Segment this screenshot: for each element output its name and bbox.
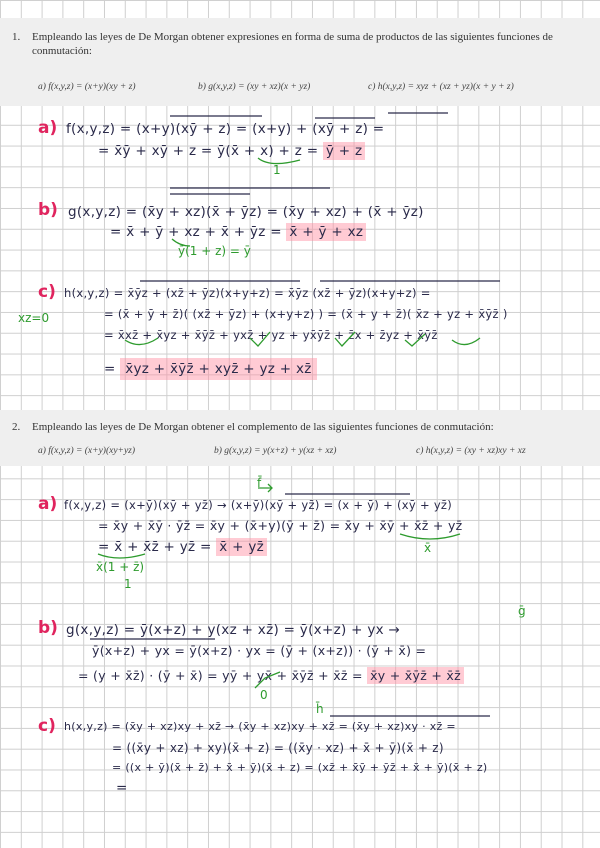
statement-2-item-c: c) h(x,y,z) = (xy + xz)xy + xz (416, 446, 526, 456)
check-1c-4 (405, 334, 425, 346)
part-1c-label: c) (38, 282, 56, 302)
part-1b-result: x̄ + ȳ + xz (286, 223, 366, 241)
statement-1-item-a: a) f(x,y,z) = (x+y)(xy + z) (38, 82, 136, 92)
statement-1-item-b: b) g(x,y,z) = (xy + xz)(x + yz) (198, 82, 311, 92)
part-1b-line-2-text: = x̄ + ȳ + xz + x̄ + ȳz = (110, 224, 282, 240)
part-2c-label: c) (38, 716, 56, 736)
part-1c-line-2: = (x̄ + ȳ + z̄)( (xz̄ + ȳz) + (x+y+z) ) = (x̄ + y + z̄)( x̄z + yz + x̄ȳz̄ ) (104, 307, 508, 321)
statement-2-item-b: b) g(x,y,z) = y(x+z) + y(xz + xz) (214, 446, 337, 456)
part-2a-label: a) (38, 494, 58, 514)
statement-1-prompt: Empleando las leyes de De Morgan obtener expresiones en forma de suma de productos de las siguientes funciones de conmutación: (32, 31, 553, 57)
part-2b-line-3-text: = (y + x̄z̄) · (ȳ + x̄) = yȳ + yx̄ + x̄ȳz̄ + x̄z̄ = (78, 668, 363, 683)
part-2a-line-3-text: = x̄ + x̄z̄ + yz̄ = (98, 539, 212, 555)
part-2a-brace-note: x̄ (424, 541, 432, 555)
check-2b (255, 672, 280, 688)
part-2a-result: x̄ + yz̄ (216, 538, 267, 556)
statement-2-number: 2. (12, 421, 21, 433)
part-1b-note: ȳ(1 + z) = ȳ (178, 244, 251, 258)
part-2c-line-4: = (116, 780, 128, 796)
part-2b-line-2: ȳ(x+z) + yx = ȳ(x+z) · yx = (ȳ + (x+z)) · (ȳ + x̄) = (92, 643, 427, 658)
statement-2-item-a: a) f(x,y,z) = (x+y)(xy+yz) (38, 446, 136, 456)
part-1c-result: x̄yz + x̄ȳz̄ + xyz̄ + yz + xz̄ (120, 358, 316, 380)
part-2c-line-2: = ((x̄y + xz) + xy)(x̄ + z) = ((x̄y · xz) + x̄ + ȳ)(x̄ + z) (112, 741, 444, 755)
statement-2-prompt: Empleando las leyes de De Morgan obtener el complemento de las siguientes funciones de conmutación: (32, 421, 494, 433)
part-2b-label: b) (38, 618, 58, 638)
part-1b-line-1: g(x,y,z) = (x̄y + xz)(x̄ + ȳz) = (x̄y + xz) + (x̄ + ȳz) (68, 204, 424, 220)
part-1a-note: 1 (273, 163, 281, 177)
part-2b-arrow-note: ḡ (518, 604, 526, 618)
brace-2a (400, 534, 460, 539)
brace-1b (172, 239, 190, 246)
check-1c-3 (335, 332, 355, 346)
check-1c-2 (250, 332, 270, 346)
check-1c-1 (125, 338, 158, 345)
check-1c-5 (452, 338, 480, 345)
part-1c-line-1: h(x,y,z) = x̄ȳz + (xz̄ + ȳz)(x+y+z) = x̄ȳz (xz̄ + ȳz)(x+y+z) = (64, 286, 431, 300)
brace-1a (258, 158, 300, 164)
part-1a-line-2-text: = x̄ȳ + xȳ + z = ȳ(x̄ + x) + z = (98, 143, 319, 159)
part-1c-side-note: xz=0 (18, 311, 50, 325)
part-2a-note-2: 1 (124, 577, 132, 591)
part-1b-label: b) (38, 200, 58, 220)
part-2a-note-1: x̄(1 + z̄) (96, 560, 145, 574)
part-1a-result: ȳ + z (323, 142, 365, 160)
part-1c-line-4-text: = (104, 361, 116, 377)
part-2b-result: x̄y + x̄ȳz̄ + x̄z̄ (367, 667, 464, 684)
statement-1-item-c: c) h(x,y,z) = xyz + (xz + yz)(x + y + z) (368, 82, 514, 92)
part-1a-label: a) (38, 118, 58, 138)
part-2b-line-1: g(x,y,z) = ȳ(x+z) + y(xz + xz̄) = ȳ(x+z) + yx → (66, 622, 401, 638)
brace-2a-left (98, 554, 145, 558)
statement-1-number: 1. (12, 31, 21, 43)
part-2c-line-1: h(x,y,z) = (x̄y + xz)xy + xz̄ → (x̄y + xz)xy + xz̄ = (x̄y + xz)xy · xz̄ = (64, 720, 456, 733)
part-2c-arrow-note: h̄ (316, 702, 324, 716)
part-2c-line-3: = ((x + ȳ)(x̄ + z̄) + x̄ + ȳ)(x̄ + z) = (xz̄ + x̄ȳ + ȳz̄ + x̄ + ȳ)(x̄ + z) (112, 761, 488, 774)
arrow-2a (258, 484, 272, 492)
part-2b-zero-note: 0 (260, 688, 268, 702)
part-1c-line-3: = x̄xz̄ + x̄yz + x̄ȳz̄ + yxz̄ + yz + yx̄ȳz̄ + z̄x + z̄yz + x̄ȳz̄ (104, 328, 438, 342)
part-2a-line-1: f(x,y,z) = (x+ȳ)(xȳ + yz̄) → (x+ȳ)(xȳ + yz̄) = (x + ȳ) + (xȳ + yz̄) (64, 498, 453, 512)
part-2a-line-2: = x̄y + x̄ȳ · ȳz̄ = x̄y + (x̄+y)(ȳ + z̄) = x̄y + x̄ȳ + x̄z̄ + yz̄ (98, 518, 463, 533)
part-2a-top-note: f̄ (257, 476, 262, 490)
part-1a-line-1: f(x,y,z) = (x+y)(xȳ + z) = (x+y) + (xȳ + z) = (66, 121, 385, 137)
